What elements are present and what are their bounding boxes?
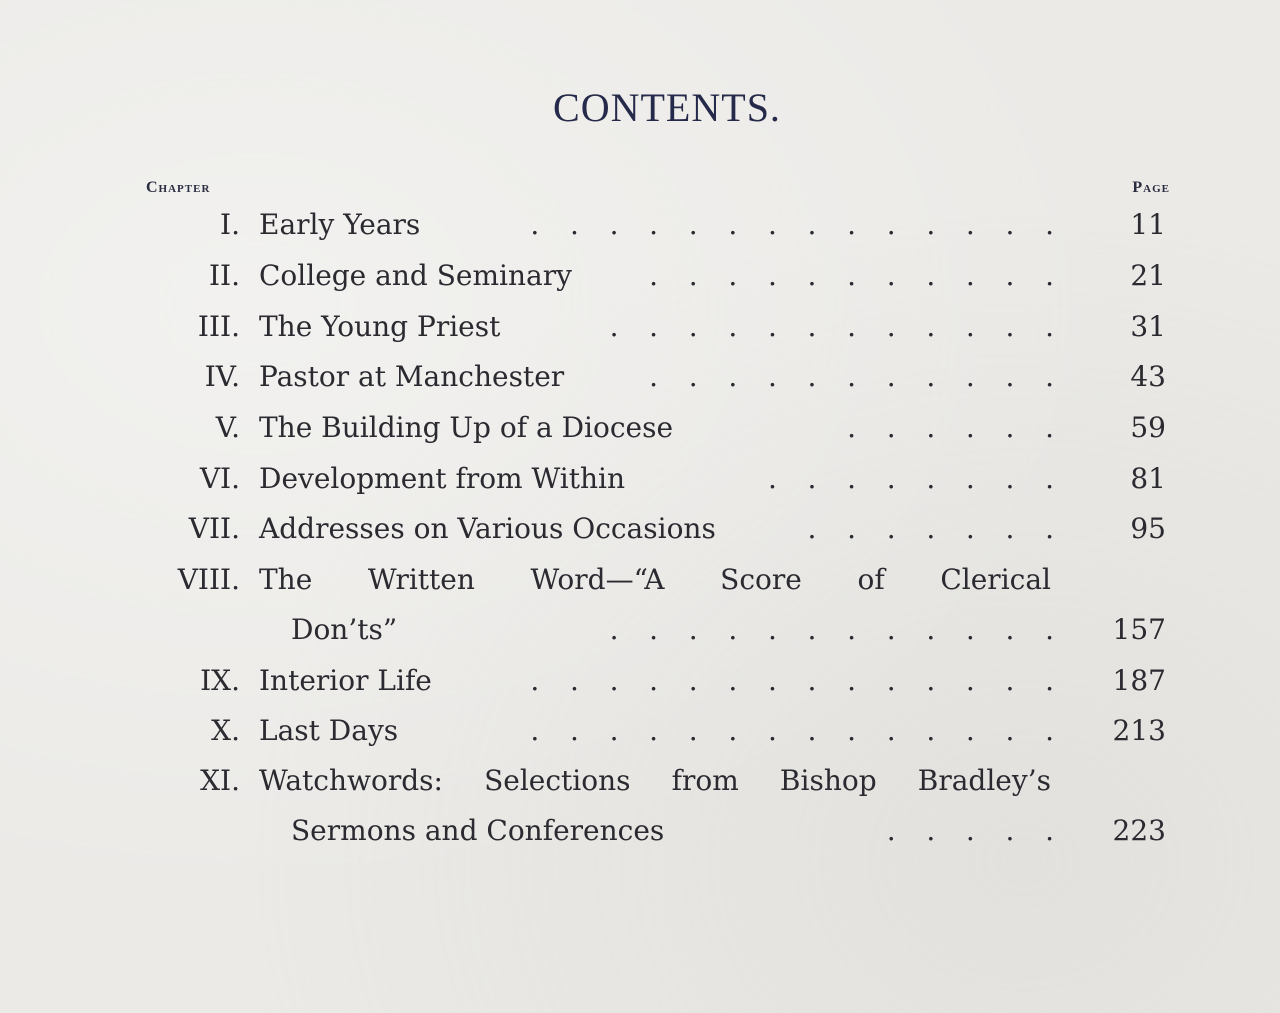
chapter-number: IX.: [200, 664, 240, 697]
chapter-title: Interior Life: [259, 664, 432, 697]
leader-dots: . . . . . . .: [807, 512, 1054, 545]
chapter-title: The Young Priest: [259, 310, 501, 343]
leader-dots: . . . . . .: [847, 411, 1054, 444]
toc-entry: [0, 504, 1280, 554]
toc-entry: [0, 302, 1280, 352]
page-column-header: Page: [1132, 179, 1170, 196]
chapter-title: Addresses on Various Occasions: [259, 512, 716, 545]
leader-dots: . . . . .: [886, 814, 1054, 847]
page-number: 21: [1130, 259, 1166, 292]
chapter-title-continued: Sermons and Conferences: [291, 814, 665, 847]
chapter-number: V.: [215, 411, 240, 444]
chapter-number: VIII.: [177, 563, 240, 596]
toc-entry-continuation: [0, 605, 1280, 655]
leader-dots: . . . . . . . . . . . . . .: [530, 664, 1054, 697]
leader-dots: . . . . . . . . . . . .: [609, 310, 1054, 343]
toc-entry: [0, 756, 1280, 806]
toc-entry: [0, 706, 1280, 756]
chapter-title-continued: Don’ts”: [291, 613, 398, 646]
chapter-number: XI.: [200, 764, 240, 797]
chapter-title: Last Days: [259, 714, 399, 747]
page-number: 95: [1130, 512, 1166, 545]
page-number: 11: [1130, 208, 1166, 241]
toc-entry-continuation: [0, 806, 1280, 856]
chapter-title: Development from Within: [259, 462, 626, 495]
toc-entry: [0, 403, 1280, 453]
toc-entry: [0, 352, 1280, 402]
chapter-number: IV.: [204, 360, 240, 393]
page-number: 213: [1112, 714, 1166, 747]
page-number: 157: [1112, 613, 1166, 646]
page-number: 31: [1130, 310, 1166, 343]
page-number: 223: [1112, 814, 1166, 847]
chapter-number: II.: [208, 259, 240, 292]
chapter-number: VII.: [188, 512, 240, 545]
page-number: 81: [1130, 462, 1166, 495]
chapter-number: VI.: [199, 462, 240, 495]
chapter-title: Early Years: [259, 208, 421, 241]
chapter-title: The Written Word—“A Score of Clerical: [259, 563, 1051, 596]
leader-dots: . . . . . . . . . . .: [649, 259, 1054, 292]
toc-entry: [0, 656, 1280, 706]
leader-dots: . . . . . . . . . . . . . .: [530, 208, 1054, 241]
chapter-title: Watchwords: Selections from Bishop Bradley’s: [259, 764, 1051, 797]
leader-dots: . . . . . . . . . . . .: [609, 613, 1054, 646]
chapter-title: Pastor at Manchester: [259, 360, 565, 393]
chapter-column-header: Chapter: [146, 179, 211, 196]
chapter-number: I.: [220, 208, 240, 241]
leader-dots: . . . . . . . . . . . . . .: [530, 714, 1054, 747]
chapter-title: The Building Up of a Diocese: [259, 411, 674, 444]
chapter-number: III.: [197, 310, 240, 343]
toc-entry: [0, 251, 1280, 301]
page-number: 43: [1130, 360, 1166, 393]
leader-dots: . . . . . . . . . . .: [649, 360, 1054, 393]
page-number: 187: [1112, 664, 1166, 697]
chapter-number: X.: [211, 714, 240, 747]
chapter-title: College and Seminary: [259, 259, 572, 292]
page-number: 59: [1130, 411, 1166, 444]
toc-entry: [0, 454, 1280, 504]
toc-entry: [0, 200, 1280, 250]
page-title: CONTENTS.: [553, 85, 781, 130]
toc-entry: [0, 555, 1280, 605]
leader-dots: . . . . . . . .: [767, 462, 1054, 495]
